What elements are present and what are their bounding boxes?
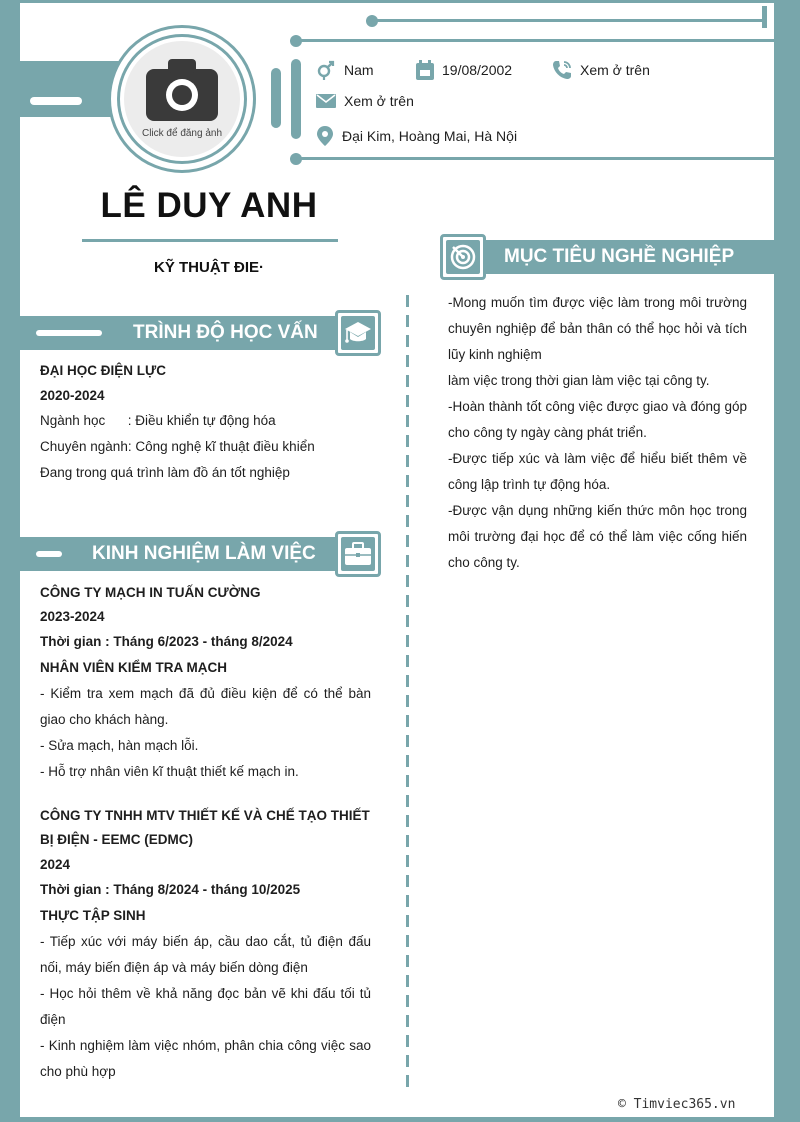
phone-icon <box>552 60 572 80</box>
objective-header <box>462 240 774 274</box>
decor-bar <box>291 59 301 139</box>
objective-paragraph: -Hoàn thành tốt công việc được giao và đóng góp cho công ty ngày càng phát triển. <box>448 399 747 440</box>
education-title: TRÌNH ĐỘ HỌC VẤN <box>133 322 318 343</box>
education-header <box>20 316 368 350</box>
envelope-icon <box>316 93 336 109</box>
contact-gender <box>316 60 374 80</box>
gender-value: Nam <box>344 62 374 78</box>
cv-sheet <box>20 3 774 1117</box>
objective-paragraph: làm việc trong thời gian làm việc tại công ty. <box>448 373 710 388</box>
education-status: Đang trong quá trình làm đồ án tốt nghiệp <box>40 465 290 480</box>
job-1-duty: - Kiểm tra xem mạch đã đủ điều kiện để có thể bàn giao cho khách hàng. <box>40 686 371 727</box>
camera-icon <box>146 59 218 121</box>
footer-watermark: © Timviec365.vn <box>618 1097 736 1112</box>
contact-phone <box>552 60 650 80</box>
experience-title: KINH NGHIỆM LÀM VIỆC <box>92 543 316 564</box>
education-specialty: Chuyên ngành: Công nghệ kĩ thuật điều khiển <box>40 439 315 454</box>
job-2-duty: - Tiếp xúc với máy biến áp, cầu dao cắt, tủ điện đấu nối, máy biến điện áp và máy biến dòng điện <box>40 934 371 975</box>
experience-header <box>20 537 368 571</box>
job-2-duty: - Kinh nghiệm làm việc nhóm, phân chia công việc sao cho phù hợp <box>40 1038 371 1079</box>
phone-value: Xem ở trên <box>580 62 650 78</box>
contact-address <box>316 126 517 146</box>
objective-title: MỤC TIÊU NGHỀ NGHIỆP <box>504 246 735 267</box>
education-major: Ngành học : Điều khiển tự động hóa <box>40 413 276 428</box>
decor-line <box>296 157 774 160</box>
education-icon-box <box>335 310 381 356</box>
job-1-period: Thời gian : Tháng 6/2023 - tháng 8/2024 <box>40 634 293 649</box>
location-pin-icon <box>316 126 334 146</box>
decor-bar <box>36 330 102 336</box>
objective-paragraph: -Được tiếp xúc và làm việc để hiểu biết thêm về công lập trình tự động hóa. <box>448 451 747 492</box>
education-school: ĐẠI HỌC ĐIỆN LỰC <box>40 363 166 378</box>
avatar-caption: Click để đăng ảnh <box>141 128 223 139</box>
target-icon <box>449 243 477 271</box>
objective-icon-box <box>440 234 486 280</box>
avatar[interactable] <box>120 37 244 161</box>
person-name: LÊ DUY ANH <box>100 186 318 225</box>
job-2-duty: - Học hỏi thêm về khả năng đọc bản vẽ khi đấu tối tủ điện <box>40 986 371 1027</box>
job-title: KỸ THUẬT ĐIE· <box>154 259 264 276</box>
decor-bar <box>271 68 281 128</box>
contact-birthday <box>416 60 512 80</box>
column-divider <box>406 295 409 1095</box>
briefcase-icon <box>344 542 372 566</box>
job-2-company: CÔNG TY TNHH MTV THIẾT KẾ VÀ CHẾ TẠO THIẾT BỊ ĐIỆN - EEMC (EDMC) <box>40 808 370 847</box>
job-2-role: THỰC TẬP SINH <box>40 908 146 923</box>
address-value: Đại Kim, Hoàng Mai, Hà Nội <box>342 128 518 144</box>
job-1-company: CÔNG TY MẠCH IN TUẤN CƯỜNG <box>40 585 261 600</box>
decor-line <box>762 6 767 28</box>
name-underline <box>82 239 338 242</box>
calendar-icon <box>416 60 434 80</box>
education-years: 2020-2024 <box>40 388 105 403</box>
objective-paragraph: -Mong muốn tìm được việc làm trong môi trường chuyên nghiệp để bản thân có thể học hỏi và tích lũy kinh nghiệm <box>448 295 747 362</box>
decor-line <box>372 19 764 22</box>
job-1-duty: - Hỗ trợ nhân viên kĩ thuật thiết kế mạch in. <box>40 764 299 779</box>
experience-icon-box <box>335 531 381 577</box>
contact-email <box>316 93 414 109</box>
job-2-period: Thời gian : Tháng 8/2024 - tháng 10/2025 <box>40 882 301 897</box>
job-2-years: 2024 <box>40 857 71 872</box>
birthday-value: 19/08/2002 <box>442 62 513 78</box>
right-edge-strip <box>774 0 800 1122</box>
job-1-role: NHÂN VIÊN KIỂM TRA MẠCH <box>40 660 227 675</box>
job-1-years: 2023-2024 <box>40 609 105 624</box>
objective-paragraph: -Được vận dụng những kiến thức môn học trong môi trường đại học để có thể làm việc cống hiến cho công ty. <box>448 503 747 570</box>
decor-bar <box>36 551 62 557</box>
graduation-cap-icon <box>344 320 372 346</box>
email-value: Xem ở trên <box>344 93 414 109</box>
job-1-duty: - Sửa mạch, hàn mạch lỗi. <box>40 738 199 753</box>
decor-line <box>296 39 774 42</box>
header-band-line <box>30 97 82 105</box>
gender-icon <box>316 60 336 80</box>
